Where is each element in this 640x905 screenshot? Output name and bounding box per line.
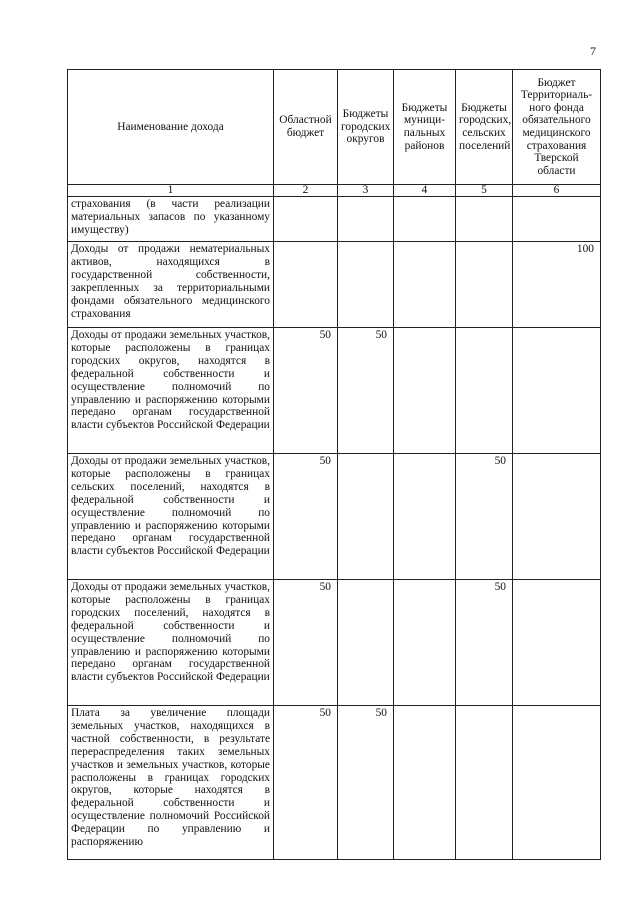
regional-budget-cell: 50 [274, 328, 338, 454]
city-district-cell: 50 [338, 328, 394, 454]
municipal-district-cell [394, 454, 456, 580]
municipal-district-cell [394, 197, 456, 242]
settlement-cell: 50 [456, 454, 513, 580]
revenue-distribution-table [67, 69, 601, 860]
table-row [68, 580, 601, 706]
page-number: 7 [590, 44, 596, 58]
header-city-district-budgets: Бюджеты городских округов [338, 70, 394, 185]
header-medical-insurance-fund-budget: Бюджет Территориаль-ного фонда обязательного медицинского страхования Тверской области [513, 70, 601, 185]
column-number: 3 [338, 185, 394, 197]
table-row [68, 328, 601, 454]
settlement-cell [456, 242, 513, 328]
city-district-cell [338, 580, 394, 706]
header-settlement-budgets: Бюджеты городских, сельских поселений [456, 70, 513, 185]
medical-fund-cell [513, 706, 601, 860]
column-number-row [68, 185, 601, 197]
medical-fund-cell: 100 [513, 242, 601, 328]
municipal-district-cell [394, 706, 456, 860]
column-number: 1 [68, 185, 274, 197]
table-row [68, 706, 601, 860]
city-district-cell [338, 197, 394, 242]
municipal-district-cell [394, 328, 456, 454]
header-revenue-name: Наименование дохода [68, 70, 274, 185]
city-district-cell [338, 242, 394, 328]
medical-fund-cell [513, 328, 601, 454]
regional-budget-cell: 50 [274, 706, 338, 860]
column-number: 6 [513, 185, 601, 197]
settlement-cell [456, 197, 513, 242]
settlement-cell [456, 328, 513, 454]
header-municipal-district-budgets: Бюджеты муници-пальных районов [394, 70, 456, 185]
regional-budget-cell [274, 197, 338, 242]
regional-budget-cell: 50 [274, 580, 338, 706]
settlement-cell: 50 [456, 580, 513, 706]
city-district-cell [338, 454, 394, 580]
medical-fund-cell [513, 580, 601, 706]
revenue-name-cell: Доходы от продажи земельных участков, которые расположены в границах городских поселений, находятся в федеральной собственности и осуществление полномочий по управлению и распоряжению которыми передано органам государственной власти субъектов Российской Федерации [68, 580, 274, 706]
header-regional-budget: Областной бюджет [274, 70, 338, 185]
revenue-name-cell: страхования (в части реализации материальных запасов по указанному имуществу) [68, 197, 274, 242]
regional-budget-cell: 50 [274, 454, 338, 580]
header-row [68, 70, 601, 185]
table-row [68, 454, 601, 580]
table-row [68, 242, 601, 328]
column-number: 2 [274, 185, 338, 197]
municipal-district-cell [394, 580, 456, 706]
municipal-district-cell [394, 242, 456, 328]
revenue-name-cell: Доходы от продажи земельных участков, которые расположены в границах сельских поселений, находятся в федеральной собственности и осуществление полномочий по управлению и распоряжению которыми передано органам государственной власти субъектов Российской Федерации [68, 454, 274, 580]
table-row [68, 197, 601, 242]
column-number: 5 [456, 185, 513, 197]
revenue-name-cell: Плата за увеличение площади земельных участков, находящихся в частной собственности, в результате перераспределения таких земельных участков и земельных участков, которые расположены в границах городских округов, которые находятся в федеральной собственности и осуществление полномочий Российской Федерации по управлению и распоряжению [68, 706, 274, 860]
column-number: 4 [394, 185, 456, 197]
medical-fund-cell [513, 197, 601, 242]
revenue-name-cell: Доходы от продажи нематериальных активов, находящихся в государственной собственности, закрепленных за территориальными фондами обязательного медицинского страхования [68, 242, 274, 328]
revenue-name-cell: Доходы от продажи земельных участков, которые расположены в границах городских округов, находятся в федеральной собственности и осуществление полномочий по управлению и распоряжению которыми передано органам государственной власти субъектов Российской Федерации [68, 328, 274, 454]
city-district-cell: 50 [338, 706, 394, 860]
settlement-cell [456, 706, 513, 860]
regional-budget-cell [274, 242, 338, 328]
medical-fund-cell [513, 454, 601, 580]
